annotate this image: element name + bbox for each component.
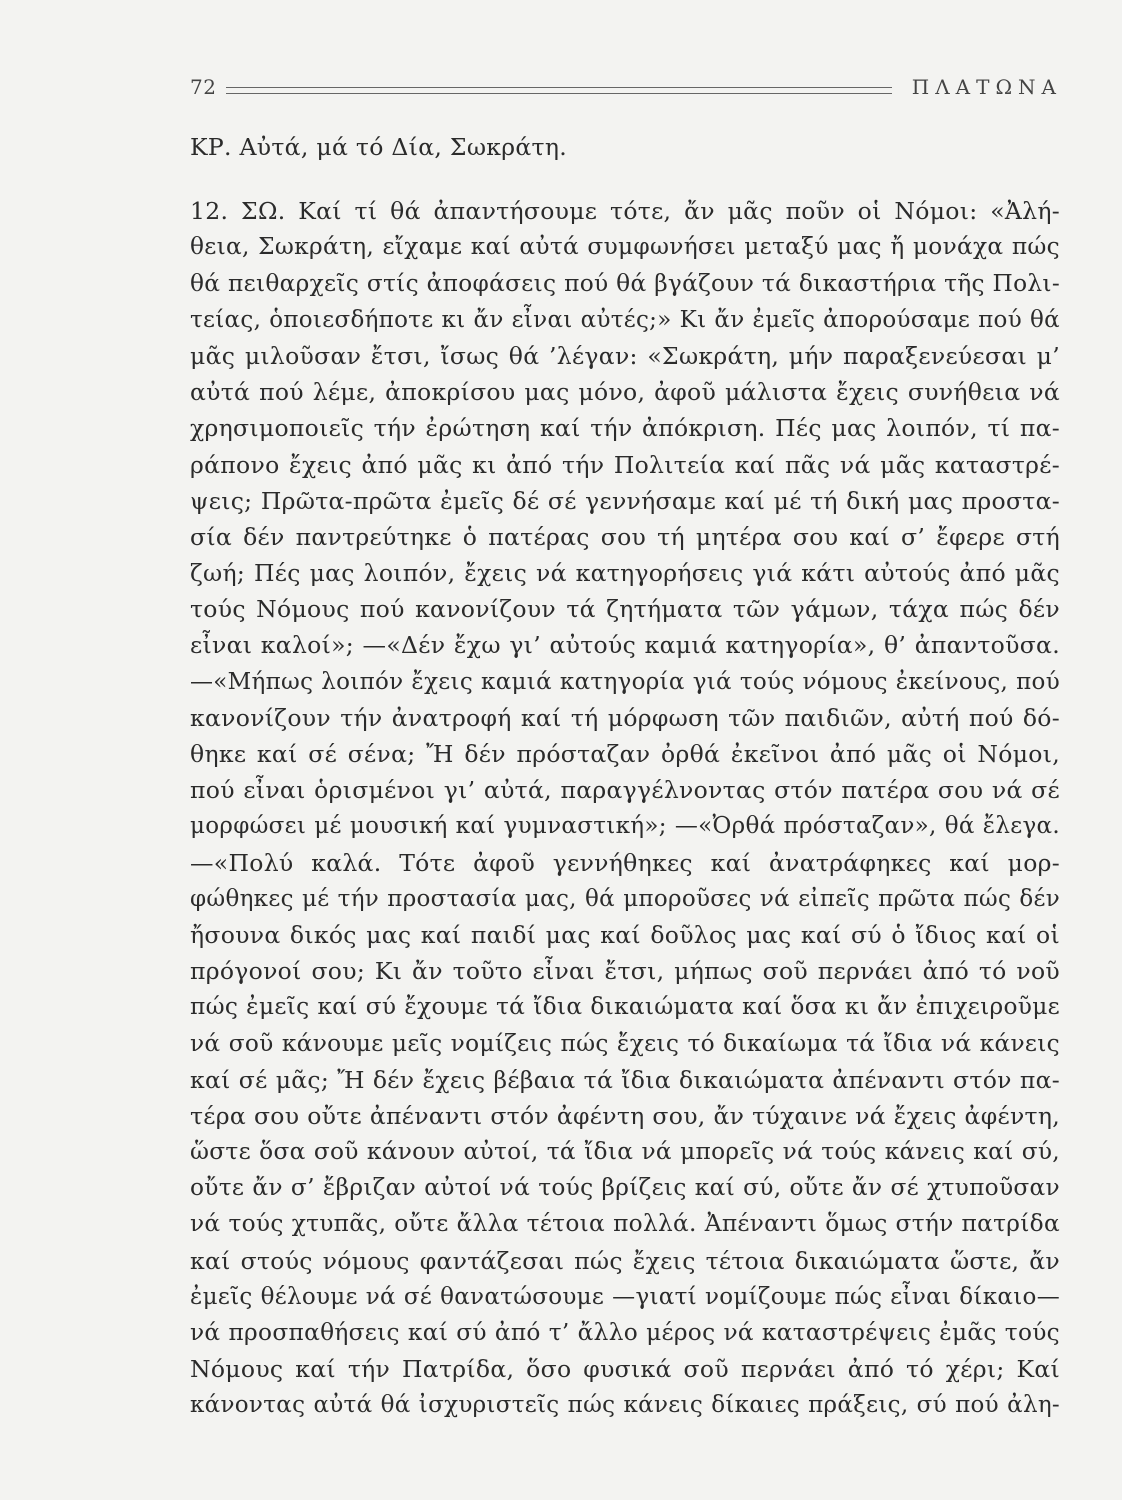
- text-line: χρησιμοποιεῖς τήν ἐρώτηση καί τήν ἀπόκριση. Πές μας λοιπόν, τί πα-: [190, 414, 1060, 443]
- text-line: κάνοντας αὐτά θά ἰσχυριστεῖς πώς κάνεις δίκαιες πράξεις, σύ πού ἀλη-: [190, 1392, 1060, 1419]
- text-line: πρόγονοί σου; Κι ἄν τοῦτο εἶναι ἔτσι, μήπως σοῦ περνάει ἀπό τό νοῦ: [190, 957, 1060, 986]
- text-line: ὥστε ὅσα σοῦ κάνουν αὐτοί, τά ἴδια νά μπορεῖς νά τούς κάνεις καί σύ,: [190, 1138, 1060, 1166]
- text-line: θά πειθαρχεῖς στίς ἀποφάσεις πού θά βγάζουν τά δικαστήρια τῆς Πολι-: [190, 269, 1060, 297]
- text-line: πού εἶναι ὁρισμένοι γι’ αὐτά, παραγγέλνοντας στόν πατέρα σου νά σέ: [190, 776, 1060, 805]
- text-line: τέρα σου οὔτε ἀπέναντι στόν ἀφέντη σου, ἄν τύχαινε νά ἔχεις ἀφέντη,: [190, 1101, 1060, 1130]
- text-line: θηκε καί σέ σένα; Ἤ δέν πρόσταζαν ὀρθά ἐκεῖνοι ἀπό μᾶς οἱ Νόμοι,: [190, 740, 1060, 768]
- text-line: τούς Νόμους πού κανονίζουν τά ζητήματα τῶν γάμων, τάχα πώς δέν: [190, 595, 1060, 624]
- running-title: ΠΛΑΤΩΝΑ: [911, 75, 1062, 99]
- paragraph-gap: [190, 165, 1060, 193]
- text-line: εἶναι καλοί»; —«Δέν ἔχω γι’ αὐτούς καμιά κατηγορία», θ’ ἀπαντοῦσα.: [190, 631, 1060, 660]
- body-text: [190, 129, 1060, 1424]
- text-line: ράπονο ἔχεις ἀπό μᾶς κι ἀπό τήν Πολιτεία καί πᾶς νά μᾶς καταστρέ-: [190, 450, 1060, 479]
- text-line: καί σέ μᾶς; Ἤ δέν ἔχεις βέβαια τά ἴδια δικαιώματα ἀπέναντι στόν πα-: [190, 1065, 1060, 1094]
- text-line: ἤσουνα δικός μας καί παιδί μας καί δοῦλος μας καί σύ ὁ ἴδιος καί οἱ: [190, 920, 1060, 949]
- text-line: —«Μήπως λοιπόν ἔχεις καμιά κατηγορία γιά τούς νόμους ἐκείνους, πού: [190, 668, 1060, 695]
- text-line: 12. ΣΩ. Καί τί θά ἀπαντήσουμε τότε, ἄν μᾶς ποῦν οἱ Νόμοι: «Ἀλή-: [190, 197, 1060, 226]
- text-line: τείας, ὁποιεσδήποτε κι ἄν εἶναι αὐτές;» Κι ἄν ἐμεῖς ἀπορούσαμε πού θά: [190, 306, 1060, 333]
- text-line: ψεις; Πρῶτα-πρῶτα ἐμεῖς δέ σέ γεννήσαμε καί μέ τή δική μας προστα-: [190, 486, 1060, 515]
- text-line: αὐτά πού λέμε, ἀποκρίσου μας μόνο, ἀφοῦ μάλιστα ἔχεις συνήθεια νά: [190, 378, 1060, 407]
- running-header: [190, 72, 1062, 102]
- text-line: Νόμους καί τήν Πατρίδα, ὅσο φυσικά σοῦ περνάει ἀπό τό χέρι; Καί: [190, 1355, 1060, 1384]
- header-double-rule: [226, 87, 891, 94]
- text-line: θεια, Σωκράτη, εἴχαμε καί αὐτά συμφωνήσει μεταξύ μας ἤ μονάχα πώς: [190, 233, 1060, 261]
- text-line: πώς ἐμεῖς καί σύ ἔχουμε τά ἴδια δικαιώματα καί ὅσα κι ἄν ἐπιχειροῦμε: [190, 993, 1060, 1021]
- text-line: νά τούς χτυπᾶς, οὔτε ἄλλα τέτοια πολλά. Ἀπέναντι ὅμως στήν πατρίδα: [190, 1210, 1060, 1238]
- text-line: οὔτε ἄν σ’ ἔβριζαν αὐτοί νά τούς βρίζεις καί σύ, οὔτε ἄν σέ χτυποῦσαν: [190, 1174, 1060, 1202]
- text-line: μᾶς μιλοῦσαν ἔτσι, ἴσως θά ’λέγαν: «Σωκράτη, μήν παραξενεύεσαι μ’: [190, 341, 1060, 370]
- text-line: νά προσπαθήσεις καί σύ ἀπό τ’ ἄλλο μέρος νά καταστρέψεις ἐμᾶς τούς: [190, 1319, 1060, 1346]
- text-line: φώθηκες μέ τήν προστασία μας, θά μποροῦσες νά εἰπεῖς πρῶτα πώς δέν: [190, 885, 1060, 912]
- page-number: 72: [190, 75, 217, 99]
- text-line: κανονίζουν τήν ἀνατροφή καί τή μόρφωση τῶν παιδιῶν, αὐτή πού δό-: [190, 703, 1060, 732]
- text-line: νά σοῦ κάνουμε μεῖς νομίζεις πώς ἔχεις τό δικαίωμα τά ἴδια νά κάνεις: [190, 1029, 1060, 1057]
- text-line: καί στούς νόμους φαντάζεσαι πώς ἔχεις τέτοια δικαιώματα ὥστε, ἄν: [190, 1246, 1060, 1275]
- text-line: ἐμεῖς θέλουμε νά σέ θανατώσουμε —γιατί νομίζουμε πώς εἶναι δίκαιο—: [190, 1283, 1060, 1310]
- text-line: —«Πολύ καλά. Τότε ἀφοῦ γεννήθηκες καί ἀνατράφηκες καί μορ-: [190, 848, 1060, 877]
- text-line: μορφώσει μέ μουσική καί γυμναστική»; —«Ὀρθά πρόσταζαν», θά ἔλεγα.: [190, 813, 1060, 840]
- text-line: ζωή; Πές μας λοιπόν, ἔχεις νά κατηγορήσεις γιά κάτι αὐτούς ἀπό μᾶς: [190, 559, 1060, 588]
- speaker-line-kr: ΚΡ. Αὐτά, μά τό Δία, Σωκράτη.: [190, 133, 568, 161]
- text-line: σία δέν παντρεύτηκε ὁ πατέρας σου τή μητέρα σου καί σ’ ἔφερε στή: [190, 522, 1060, 551]
